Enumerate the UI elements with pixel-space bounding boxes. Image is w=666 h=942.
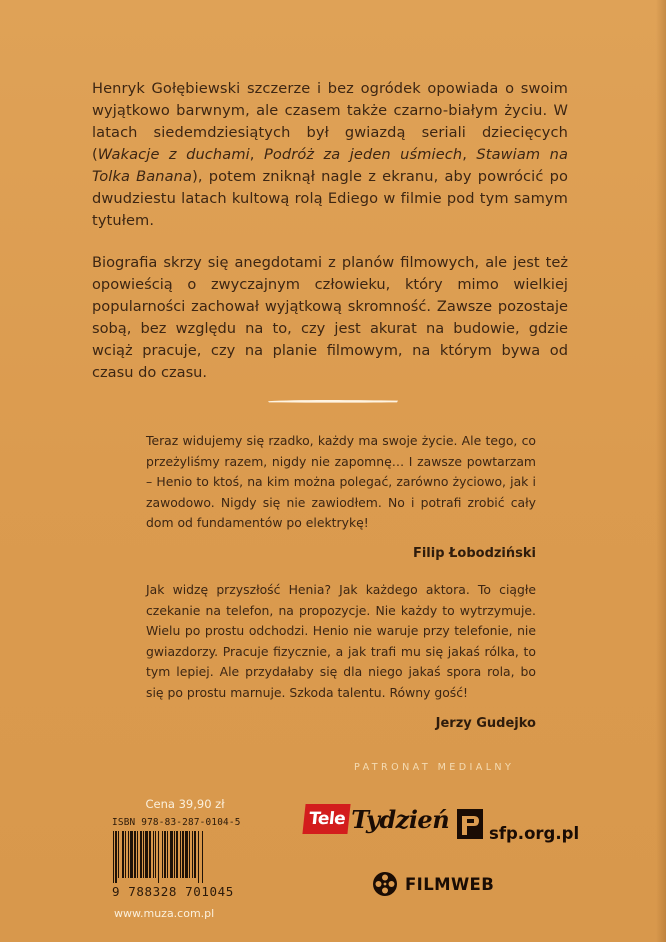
barcode-bar xyxy=(180,831,181,878)
barcode-bar xyxy=(145,831,148,878)
tele-logo-part: Tele xyxy=(302,804,350,834)
isbn-label: ISBN 978-83-287-0104-5 xyxy=(112,817,241,828)
barcode-image xyxy=(112,831,250,883)
film-reel-icon xyxy=(372,871,398,897)
barcode-bar xyxy=(158,831,159,883)
quote-1 xyxy=(146,431,536,565)
barcode-bar xyxy=(137,831,138,878)
barcode-bar xyxy=(125,831,126,878)
blurb-paragraph-1: Henryk Gołębiewski szczerze i bez ogródek opowiada o swoim wyjątkowo barwnym, ale czasem także czarno-białym życiu. W latach siedemdziesiątych był gwiazdą seriali dziecięcych (Wakacje z duchami, Podróż za jeden uśmiech, Stawiam na Tolka Banana), potem zniknął nagle z ekranu, aby powrócić po dwudziestu latach kultową rolą Ediego w filmie pod tym samym tytułem. xyxy=(92,80,568,229)
barcode-bar xyxy=(194,831,196,878)
barcode-bar xyxy=(198,831,199,883)
barcode-bar xyxy=(176,831,178,878)
blurb-paragraph-2: Biografia skrzy się anegdotami z planów filmowych, ale jest też opowieścią o zwyczajnym człowieku, który mimo wielkiej popularności zachował wyjątkową skromność. Zawsze pozostaje sobą, bez względu na to, czy jest akurat na budowie, gdzie wciąż pracuje, czy na planie filmowym, na którym bywa od czasu do czasu. xyxy=(92,254,568,381)
cover-edge-shadow xyxy=(656,0,666,942)
patronat-medialny-label: PATRONAT MEDIALNY xyxy=(354,762,515,773)
barcode-bar xyxy=(140,831,142,878)
quote-2-author: Jerzy Gudejko xyxy=(435,715,536,731)
tele-tydzien-logo xyxy=(304,804,449,834)
barcode-bar xyxy=(202,831,203,883)
barcode-bar xyxy=(167,831,168,878)
quote-1-author: Filip Łobodziński xyxy=(412,545,536,561)
barcode-bar xyxy=(174,831,175,878)
barcode-bar xyxy=(162,831,163,878)
barcode-bar xyxy=(130,831,133,878)
barcode-bar xyxy=(134,831,136,878)
tydzien-logo-part: Tydzień xyxy=(351,804,450,834)
sfp-logo-text: sfp.org.pl xyxy=(489,824,580,843)
filmweb-logo-text: FILMWEB xyxy=(405,874,495,894)
brush-divider xyxy=(266,398,400,404)
barcode-bar xyxy=(189,831,190,878)
quote-2 xyxy=(146,580,536,734)
price-label: Cena 39,90 zł xyxy=(145,797,225,811)
barcode-bar xyxy=(128,831,129,878)
barcode-bar xyxy=(113,831,114,883)
barcode-bar xyxy=(143,831,144,878)
barcode-bar xyxy=(155,831,156,878)
barcode-bar xyxy=(182,831,184,878)
book-blurb xyxy=(92,78,568,404)
barcode-bar xyxy=(164,831,166,878)
sfp-logo xyxy=(456,808,579,842)
barcode-bar xyxy=(118,831,119,878)
quote-2-text: Jak widzę przyszłość Henia? Jak każdego aktora. To ciągłe czekanie na telefon, na propozycje. Nie każdy to wytrzymuje. Wielu po prostu odchodzi. Henio nie waruje przy telefonie, nie gwiazdorzy. Pracuje fizycznie, a jak trafi mu się jakaś rólka, to tym lepiej. Ale przydałaby się dla niego jakaś spora rola, bo się po prostu marnuje. Szkoda talentu. Równy gość! xyxy=(146,582,536,700)
barcode-bar xyxy=(192,831,193,878)
quote-1-text: Teraz widujemy się rzadko, każdy ma swoje życie. Ale tego, co przeżyliśmy razem, nigdy nie zapomnę… I zawsze powtarzam – Henio to ktoś, na kim można polegać, zarówno życiowo, jak i zawodowo. Nigdy się nie zawiodłem. No i potrafi zrobić cały dom od fundamentów po elektrykę! xyxy=(146,433,536,531)
publisher-website: www.muza.com.pl xyxy=(114,907,215,920)
film-title-2: Podróż za jeden uśmiech xyxy=(263,146,463,163)
barcode-digits: 9 788328 701045 xyxy=(112,884,234,899)
barcode-bar xyxy=(153,831,154,878)
film-title-1: Wakacje z duchami xyxy=(97,146,250,163)
barcode-bar xyxy=(115,831,117,883)
barcode-bar xyxy=(170,831,173,878)
filmweb-logo xyxy=(372,871,494,897)
barcode-bar xyxy=(149,831,151,878)
barcode-bar xyxy=(122,831,124,878)
barcode-bar xyxy=(185,831,188,878)
sfp-mark-icon xyxy=(456,808,486,842)
film-title-3: Stawiam na Tolka Banana xyxy=(92,146,568,185)
barcode-block xyxy=(112,797,252,920)
